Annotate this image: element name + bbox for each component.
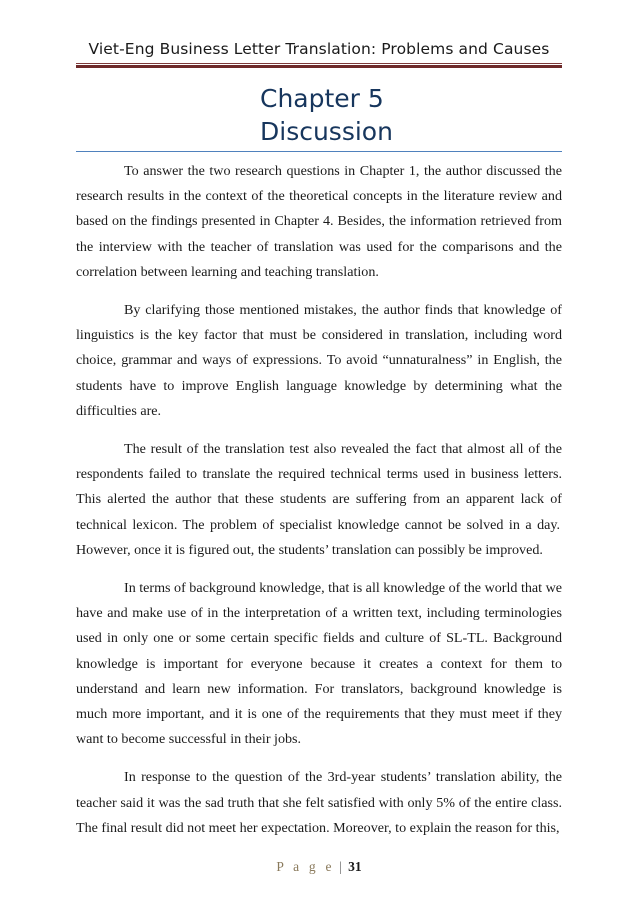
running-header: Viet-Eng Business Letter Translation: Problems and Causes xyxy=(88,40,550,58)
paragraph-line: based on the findings presented in Chapter 4. Besides, the information retrieved from xyxy=(76,213,562,230)
paragraph-line: The final result did not meet her expectation. Moreover, to explain the reason for this, xyxy=(76,819,560,836)
paragraph-line: much more important, and it is one of the requirements that they must meet if they xyxy=(76,706,562,723)
chapter-number: Chapter 5 xyxy=(260,84,384,113)
paragraph-2 xyxy=(76,298,562,424)
paragraph-5 xyxy=(76,765,562,841)
paragraph-line: difficulties are. xyxy=(76,402,162,419)
page-footer xyxy=(0,859,638,875)
paragraph-line: students have to improve English language knowledge by determining what the xyxy=(76,377,562,394)
paragraph-line: knowledge is important for everyone because it creates a context for them to xyxy=(76,655,562,672)
paragraph-line: have and make use of in the interpretation of a written text, including terminologies xyxy=(76,605,562,622)
paragraph-line: The result of the translation test also revealed the fact that almost all of the xyxy=(124,441,562,458)
paragraph-line: teacher said it was the sad truth that she felt satisfied with only 5% of the entire class. xyxy=(76,794,562,811)
paragraph-line: However, once it is figured out, the students’ translation can possibly be improved. xyxy=(76,541,543,558)
paragraph-line: This alerted the author that these students are suffering from an apparent lack of xyxy=(76,491,562,508)
paragraph-line: choice, grammar and ways of expressions. To avoid “unnaturalness” in English, the xyxy=(76,352,562,369)
paragraph-line: understand and learn new information. For translators, background knowledge is xyxy=(76,680,562,697)
paragraph-4 xyxy=(76,576,562,752)
paragraph-line: used in only one or some certain specific fields and culture of SL-TL. Background xyxy=(76,630,562,647)
paragraph-line: linguistics is the key factor that must be considered in translation, including word xyxy=(76,327,562,344)
paragraph-line: research results in the context of the theoretical concepts in the literature review and xyxy=(76,188,562,205)
page-number: 31 xyxy=(348,859,362,874)
paragraph-3 xyxy=(76,437,562,563)
header-rule-thick xyxy=(76,65,562,68)
paragraph-line: technical lexicon. The problem of specialist knowledge cannot be solved in a day. xyxy=(76,516,561,533)
body-text xyxy=(76,159,562,854)
paragraph-1 xyxy=(76,159,562,285)
page-separator: | xyxy=(339,859,342,874)
paragraph-line: respondents failed to translate the required technical terms used in business letters. xyxy=(76,466,562,483)
paragraph-line: In response to the question of the 3rd-year students’ translation ability, the xyxy=(124,769,562,786)
page-label: P a g e xyxy=(276,859,335,874)
paragraph-line: the interview with the teacher of translation was used for the comparisons and the xyxy=(76,238,562,255)
paragraph-line: To answer the two research questions in Chapter 1, the author discussed the xyxy=(124,163,562,179)
paragraph-line: want to become successful in their jobs. xyxy=(76,731,302,748)
chapter-rule xyxy=(76,151,562,152)
chapter-heading xyxy=(260,82,560,148)
paragraph-line: correlation between learning and teaching translation. xyxy=(76,263,379,280)
paragraph-line: In terms of background knowledge, that is all knowledge of the world that we xyxy=(124,580,562,597)
header-rule xyxy=(76,63,562,64)
paragraph-line: By clarifying those mentioned mistakes, the author finds that knowledge of xyxy=(124,302,562,319)
chapter-title: Discussion xyxy=(260,117,393,146)
